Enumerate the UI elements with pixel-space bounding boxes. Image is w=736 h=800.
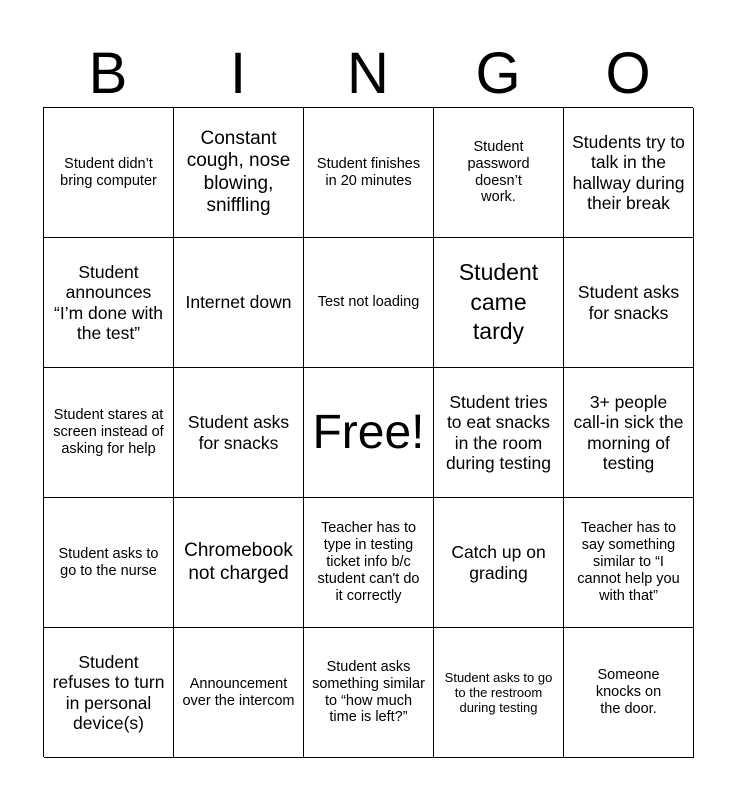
bingo-cell[interactable]: Announcement over the intercom (174, 628, 304, 758)
bingo-cell[interactable]: Chromebook not charged (174, 498, 304, 628)
bingo-cell[interactable]: Student asks something similar to “how much time is left?” (304, 628, 434, 758)
header-letter-g: G (475, 41, 521, 106)
bingo-cell[interactable]: Teacher has to type in testing ticket info b/c student can't do it correctly (304, 498, 434, 628)
bingo-cell[interactable]: Student asks for snacks (564, 238, 694, 368)
bingo-cell[interactable]: Student finishes in 20 minutes (304, 108, 434, 238)
bingo-cell[interactable]: Student password doesn’t work. (434, 108, 564, 238)
bingo-cell[interactable]: Students try to talk in the hallway during their break (564, 108, 694, 238)
bingo-cell[interactable]: Student announces “I’m done with the test” (44, 238, 174, 368)
bingo-cell[interactable]: Student came tardy (434, 238, 564, 368)
free-space[interactable]: Free! (304, 368, 434, 498)
bingo-cell[interactable]: Test not loading (304, 238, 434, 368)
header-letter-n: N (347, 41, 389, 106)
bingo-cell[interactable]: Catch up on grading (434, 498, 564, 628)
header-letter-i: I (229, 41, 247, 106)
bingo-cell[interactable]: Teacher has to say something similar to “I cannot help you with that” (564, 498, 694, 628)
bingo-cell[interactable]: Student asks to go to the restroom during testing (434, 628, 564, 758)
bingo-cell[interactable]: Student refuses to turn in personal device(s) (44, 628, 174, 758)
bingo-cell[interactable]: Student tries to eat snacks in the room during testing (434, 368, 564, 498)
bingo-cell[interactable]: Constant cough, nose blowing, sniffling (174, 108, 304, 238)
bingo-cell[interactable]: Student didn’t bring computer (44, 108, 174, 238)
bingo-cell[interactable]: 3+ people call-in sick the morning of testing (564, 368, 694, 498)
header-letter-b: B (88, 41, 128, 106)
bingo-cell[interactable]: Internet down (174, 238, 304, 368)
bingo-header (43, 40, 693, 108)
bingo-board (43, 107, 693, 757)
bingo-cell[interactable]: Student stares at screen instead of asking for help (44, 368, 174, 498)
header-letter-o: O (605, 41, 651, 106)
bingo-cell[interactable]: Student asks to go to the nurse (44, 498, 174, 628)
bingo-cell[interactable]: Someone knocks on the door. (564, 628, 694, 758)
bingo-cell[interactable]: Student asks for snacks (174, 368, 304, 498)
